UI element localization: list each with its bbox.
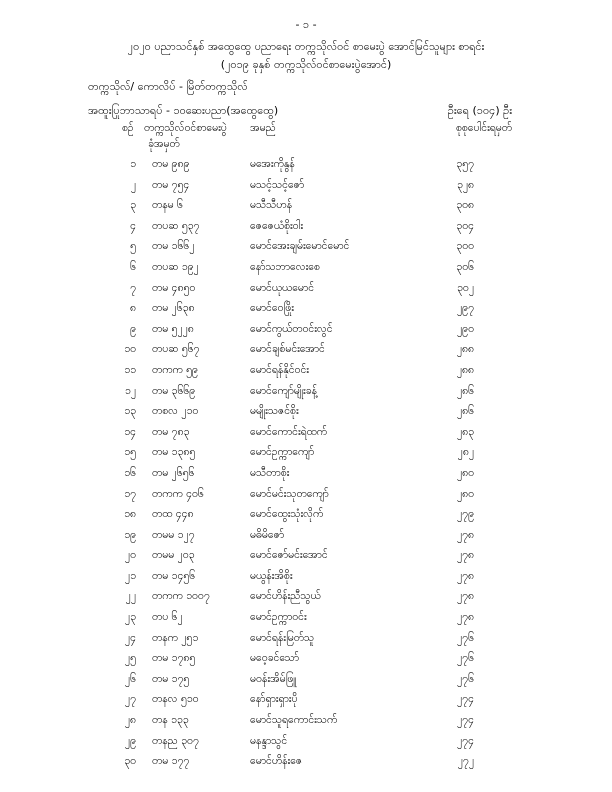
row-roll-number: တမ ၇၈၃ — [152, 425, 190, 438]
table-row — [0, 609, 612, 630]
table-row — [0, 671, 612, 692]
table-row — [0, 465, 612, 486]
row-roll-number: တမ ၂၆၅၆ — [152, 466, 195, 479]
table-row — [0, 259, 612, 280]
row-roll-number: တမ ၂၆၃၈ — [152, 302, 195, 315]
results-table — [0, 156, 612, 774]
row-roll-number: တမမ ၂၀၃ — [152, 549, 195, 562]
row-total-marks: ၂၇၈ — [456, 549, 474, 562]
row-total-marks: ၃၀၂ — [457, 281, 474, 294]
row-roll-number: တမ ၁၆၆၂ — [152, 240, 195, 253]
row-serial: ၂၈ — [124, 714, 136, 727]
row-roll-number: တမ ၉၈၉ — [152, 158, 190, 170]
table-row — [0, 527, 612, 548]
row-name: မသင့်သင့်ဇော် — [250, 178, 305, 191]
row-serial: ၁၄ — [124, 425, 136, 438]
row-total-marks: ၂၇၈ — [456, 590, 474, 603]
row-name: မောင်ကျော်မျိုးခန့် — [250, 384, 317, 397]
row-name: မောင်မင်းသုတကျော် — [250, 487, 329, 500]
row-total-marks: ၂၇၆ — [457, 631, 474, 644]
row-roll-number: တမ ၁၇၅ — [152, 672, 190, 685]
row-total-marks: ၂၉၀ — [457, 322, 474, 335]
row-total-marks: ၂၇၆ — [457, 652, 474, 665]
table-row — [0, 691, 612, 712]
row-total-marks: ၂၇၄ — [457, 734, 474, 747]
row-roll-number: တပ ၆၂ — [152, 611, 183, 624]
row-roll-number: တမ ၇၅၄ — [152, 178, 190, 191]
header-name: အမည် — [250, 122, 276, 134]
row-serial: ၃ — [130, 199, 136, 212]
row-total-marks: ၂၈၈ — [456, 343, 474, 356]
row-serial: ၁၀ — [124, 343, 136, 356]
table-row — [0, 506, 612, 527]
row-name: မောင်ကောင်းရဲထက် — [250, 425, 328, 438]
row-serial: ၂ — [130, 178, 136, 191]
row-serial: ၂၇ — [124, 693, 136, 706]
row-total-marks: ၃၀၀ — [456, 240, 474, 253]
row-name: မဝန်းအိမ်ဖြူ — [250, 672, 297, 685]
table-row — [0, 218, 612, 239]
row-roll-number: တမ ၁၃၈၅ — [152, 446, 196, 459]
document-subtitle: (၂၀၁၉ ခုနှစ် တက္ကသိုလ်ဝင်စာမေးပွဲအောင်) — [220, 58, 392, 71]
row-total-marks: ၃၀၆ — [456, 260, 474, 273]
table-row — [0, 568, 612, 589]
row-serial: ၉ — [130, 322, 136, 335]
row-serial: ၂၁ — [124, 569, 136, 582]
row-name: မောင်ဟိန်းညီသွယ် — [250, 590, 321, 603]
table-row — [0, 753, 612, 774]
table-row — [0, 156, 612, 177]
row-roll-number: တမ ၁၄၅၆ — [152, 569, 196, 582]
header-roll-number-line2: ခုံအမှတ် — [148, 138, 180, 150]
table-row — [0, 486, 612, 507]
row-name: မောင်ဥက္ကာကျော် — [250, 446, 315, 459]
university-line: တက္ကသိုလ်/ ကောလိပ် - မြိတ်တက္ကသိုလ် — [88, 80, 248, 93]
row-roll-number: တကက ၁၀၀၇ — [152, 590, 210, 603]
row-name: မောင်သူရကောင်းသက် — [250, 714, 338, 727]
row-roll-number: တမ ၁၇၈၅ — [152, 652, 196, 665]
table-row — [0, 630, 612, 651]
row-serial: ၁၆ — [124, 466, 136, 479]
row-serial: ၁၈ — [124, 508, 136, 521]
row-total-marks: ၃၅၇ — [456, 158, 474, 170]
row-total-marks: ၂၈၃ — [456, 425, 474, 438]
row-serial: ၂၆ — [124, 672, 136, 685]
row-name: မအေးကိုနွန် — [250, 158, 295, 170]
row-total-marks: ၂၇၉ — [457, 508, 474, 521]
row-serial: ၁၃ — [124, 405, 136, 418]
row-name: မယွန်းအိစိုး — [250, 569, 293, 582]
row-name: မောင်ရန်းမြတ်သူ — [250, 631, 315, 644]
row-name: မသီတာစိုး — [250, 466, 290, 479]
table-row — [0, 712, 612, 733]
table-row — [0, 177, 612, 198]
table-row — [0, 280, 612, 301]
row-serial: ၂၉ — [124, 734, 136, 747]
table-row — [0, 444, 612, 465]
row-total-marks: ၂၇၄ — [457, 693, 474, 706]
row-name: မဝေ့ခင်သော် — [250, 652, 300, 665]
row-name: မောင်ဟိန်းဇေ — [250, 755, 303, 768]
row-roll-number: တပဆ ၁၉၂ — [152, 260, 199, 273]
row-roll-number: တနလ ၅၁၀ — [152, 693, 199, 706]
row-serial: ၈ — [130, 302, 136, 315]
row-roll-number: တမ ၁၇၇ — [152, 755, 190, 768]
row-name: မောင်ဥက္ကာဝင်း — [250, 611, 307, 624]
header-roll-number: တက္ကသိုလ်ဝင်စာမေးပွဲ — [144, 122, 227, 134]
row-name: မဓိမိဇော် — [250, 528, 285, 541]
row-roll-number: တကက ၅၉ — [152, 363, 198, 376]
row-name: မမျိုးသဇင်စိုး — [250, 405, 299, 418]
row-total-marks: ၂၇၈ — [456, 569, 474, 582]
row-total-marks: ၂၇၈ — [456, 611, 474, 624]
table-row — [0, 321, 612, 342]
row-total-marks: ၂၇၂ — [457, 755, 474, 768]
row-serial: ၂၂ — [125, 590, 136, 603]
row-total-marks: ၂၈၀ — [456, 466, 474, 479]
document-title: ၂၀၂၀ ပညာသင်နှစ် အထွေထွေ ပညာရေး တက္ကသိုလ်ဝင် စာမေးပွဲ အောင်မြင်သူများ စာရင်း — [127, 40, 485, 53]
table-row — [0, 238, 612, 259]
row-name: မသီသီဟန် — [250, 199, 293, 212]
table-row — [0, 733, 612, 754]
row-total-marks: ၂၇၄ — [457, 714, 474, 727]
row-name: မနန္ဒာသွင် — [250, 734, 288, 747]
table-row — [0, 300, 612, 321]
candidate-count: ဦးရေ (၁၀၄) ဦး — [447, 104, 512, 117]
table-row — [0, 362, 612, 383]
row-serial: ၁၇ — [124, 487, 136, 500]
row-name: မောင်ယုယမောင် — [250, 281, 315, 294]
row-total-marks: ၃၀၈ — [456, 199, 474, 212]
row-roll-number: တစလ ၂၁၀ — [152, 405, 199, 418]
table-row — [0, 650, 612, 671]
row-total-marks: ၂၈၀ — [456, 487, 474, 500]
row-name: နော်သဘာလေးစေ — [250, 260, 320, 273]
row-name: မောင်အေးချမ်းမောင်မောင် — [250, 240, 350, 253]
row-roll-number: တပဆ ၅၃၇ — [152, 219, 200, 232]
row-serial: ၁၁ — [124, 363, 136, 376]
table-row — [0, 383, 612, 404]
row-roll-number: တနည ၃၀၇ — [152, 734, 199, 747]
row-serial: ၂၃ — [124, 611, 136, 624]
row-roll-number: တမ ၅၂၂၈ — [152, 322, 194, 335]
row-name: ဇေဇေယံစိုးဝါး — [250, 219, 304, 232]
row-name: မောင်ဇော်မင်းအောင် — [250, 549, 328, 562]
row-serial: ၁ — [130, 158, 136, 170]
row-name: မောင်ကွယ်တဝင်းလွင် — [250, 322, 333, 335]
table-row — [0, 197, 612, 218]
row-serial: ၃၀ — [124, 755, 136, 768]
row-roll-number: တနက ၂၅၁ — [152, 631, 199, 644]
row-name: နော်ရှားရှားပို — [250, 693, 298, 706]
row-total-marks: ၂၈၈ — [456, 363, 474, 376]
row-total-marks: ၂၉၇ — [457, 302, 474, 315]
row-serial: ၁၉ — [124, 528, 136, 541]
header-total-marks: စုစုပေါင်းရမှတ် — [455, 122, 512, 134]
row-total-marks: ၃၂၈ — [456, 178, 474, 191]
row-serial: ၁၅ — [124, 446, 136, 459]
row-roll-number: တမ ၄၈၅၀ — [152, 281, 196, 294]
row-roll-number: တန ၁၃၃ — [152, 714, 189, 727]
row-serial: ၂၀ — [124, 549, 136, 562]
table-row — [0, 588, 612, 609]
row-serial: ၂၅ — [124, 652, 136, 665]
row-name: မောင်ရန်နိုင်ဝင်း — [250, 363, 309, 376]
row-serial: ၇ — [130, 281, 136, 294]
row-total-marks: ၃၀၄ — [456, 219, 474, 232]
row-roll-number: တမ ၃၆၆၉ — [152, 384, 196, 397]
table-row — [0, 341, 612, 362]
row-name: မောင်ဝေဖြိုး — [250, 302, 294, 315]
row-total-marks: ၂၈၆ — [456, 405, 474, 418]
row-serial: ၅ — [130, 240, 136, 253]
page-number: - ၁ - — [295, 18, 317, 31]
header-serial: စဉ် — [122, 122, 134, 134]
row-name: မောင်ထွေးသုံးလိုက် — [250, 508, 324, 521]
row-roll-number: တနမ ၆ — [152, 199, 183, 212]
table-row — [0, 403, 612, 424]
row-roll-number: တပဆ ၅၆၇ — [152, 343, 200, 356]
row-serial: ၂၄ — [124, 631, 136, 644]
row-serial: ၁၂ — [124, 384, 136, 397]
row-total-marks: ၂၈၆ — [456, 384, 474, 397]
row-roll-number: တထ ၄၄၈ — [152, 508, 194, 521]
row-total-marks: ၂၇၆ — [457, 672, 474, 685]
row-serial: ၆ — [130, 260, 136, 273]
row-total-marks: ၂၇၈ — [456, 528, 474, 541]
row-serial: ၄ — [130, 219, 136, 232]
row-roll-number: တမမ ၁၂၇ — [152, 528, 195, 541]
table-row — [0, 424, 612, 445]
table-row — [0, 547, 612, 568]
row-roll-number: တကက ၄၀၆ — [152, 487, 204, 500]
specialization-line: အထူးပြုဘာသာရပ် - ၁၀ဆေးပညာ(အထွေထွေ) — [88, 104, 279, 117]
row-name: မောင်ချစ်မင်းအောင် — [250, 343, 325, 356]
row-total-marks: ၂၈၂ — [457, 446, 474, 459]
